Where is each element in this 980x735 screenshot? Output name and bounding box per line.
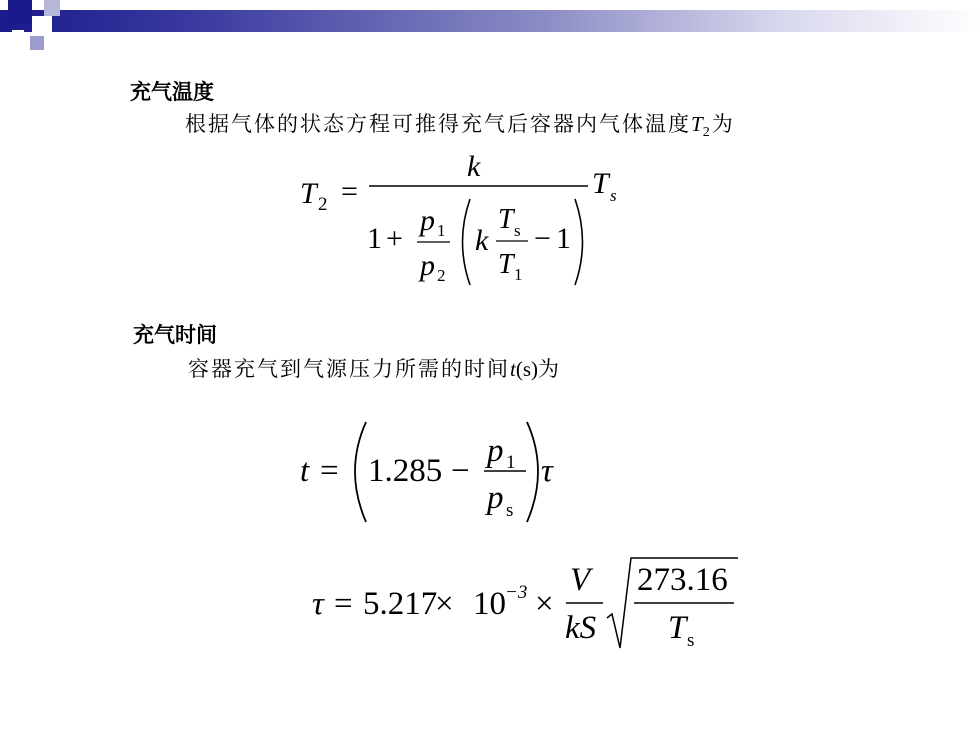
- f3-eq: =: [334, 586, 353, 622]
- f1-lhs: T: [300, 177, 317, 210]
- f3-tau: τ: [312, 586, 324, 622]
- f1-p1: p: [420, 204, 435, 237]
- f1-p2: p: [420, 249, 435, 282]
- f1-Ts-sub: s: [514, 221, 521, 240]
- f1-T1-sub: 1: [514, 265, 523, 284]
- f3-V: V: [570, 562, 591, 598]
- f1-one: 1: [367, 222, 382, 255]
- paragraph-text: 容器充气到气源压力所需的时间: [188, 357, 510, 381]
- f3-coef: 5.217: [363, 586, 438, 622]
- f1-T: T: [592, 167, 609, 200]
- f1-lhs-sub: 2: [318, 194, 328, 215]
- f3-ten: 10: [473, 586, 506, 622]
- heading-charge-time: 充气时间: [133, 323, 217, 347]
- f2-p1: p: [487, 433, 504, 469]
- paragraph-text-end: 为: [711, 112, 735, 136]
- symbol-t: t: [510, 357, 516, 381]
- symbol-sub: 2: [702, 125, 712, 141]
- f2-tau: τ: [541, 453, 553, 489]
- f1-p2-sub: 2: [437, 266, 446, 285]
- paragraph-text: 根据气体的状态方程可推得充气后容器内气体温度: [185, 112, 691, 136]
- symbol-T: T: [691, 112, 703, 136]
- f1-p1-sub: 1: [437, 221, 446, 240]
- f2-const: 1.285: [368, 453, 443, 489]
- heading-charge-temperature: 充气温度: [130, 80, 214, 104]
- f2-ps: p: [487, 480, 504, 516]
- f2-eq: =: [320, 453, 339, 489]
- f2-p1-sub: 1: [506, 452, 516, 473]
- f3-times2: ×: [535, 586, 554, 622]
- f2-ps-sub: s: [506, 500, 514, 521]
- f3-T-sub: s: [687, 630, 695, 651]
- f2-lhs: t: [300, 453, 310, 489]
- f3-exp: −3: [505, 582, 528, 603]
- f1-Ts: T: [498, 204, 514, 235]
- f1-rhs-sub: s: [610, 186, 617, 205]
- f1-plus: +: [386, 222, 403, 255]
- f1-T1: T: [498, 249, 514, 280]
- f1-eq: =: [341, 175, 358, 208]
- paragraph-text-end: 为: [538, 357, 562, 381]
- f1-k: k: [475, 224, 489, 257]
- f3-T: T: [668, 610, 687, 646]
- f1-minus: −: [534, 222, 551, 255]
- f1-one-inner: 1: [556, 222, 571, 255]
- f2-minus: −: [451, 453, 470, 489]
- f3-num: 273.16: [637, 562, 728, 598]
- f3-kS: kS: [565, 610, 597, 646]
- f3-times1: ×: [435, 586, 454, 622]
- unit-seconds: (s): [515, 357, 539, 381]
- f1-numerator: k: [467, 150, 481, 183]
